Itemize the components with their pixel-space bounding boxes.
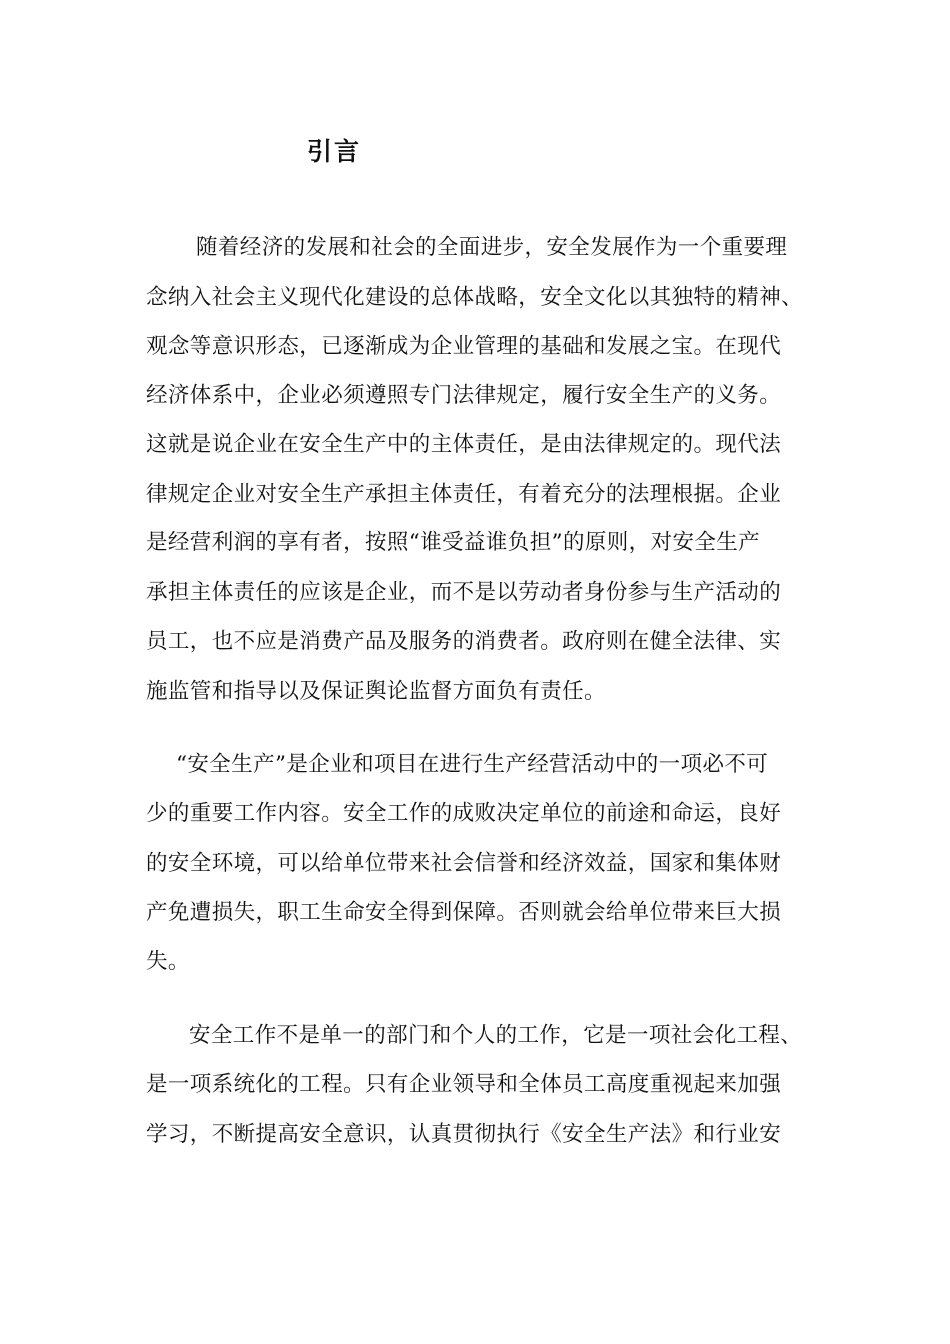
paragraph-3-line-2: 是一项系统化的工程。只有企业领导和全体员工高度重视起来加强 <box>146 1072 782 1097</box>
paragraph-1-line-9: 员工，也不应是消费产品及服务的消费者。政府则在健全法律、实 <box>146 629 782 654</box>
paragraph-1-line-6: 律规定企业对安全生产承担主体责任，有着充分的法理根据。企业 <box>146 482 782 507</box>
paragraph-3-line-3: 学习，不断提高安全意识，认真贯彻执行《安全生产法》和行业安 <box>146 1122 782 1147</box>
paragraph-1-line-4: 经济体系中，企业必须遵照专门法律规定，履行安全生产的义务。 <box>146 383 782 408</box>
paragraph-3-line-1: 安全工作不是单一的部门和个人的工作，它是一项社会化工程、 <box>189 1023 803 1048</box>
paragraph-2-line-4: 产免遭损失，职工生命安全得到保障。否则就会给单位带来巨大损 <box>146 900 782 925</box>
paragraph-1-line-1: 随着经济的发展和社会的全面进步，安全发展作为一个重要理 <box>196 235 788 260</box>
paragraph-1-line-3: 观念等意识形态，已逐渐成为企业管理的基础和发展之宝。在现代 <box>146 334 782 359</box>
paragraph-1-line-5: 这就是说企业在安全生产中的主体责任，是由法律规定的。现代法 <box>146 432 782 457</box>
paragraph-2-line-3: 的安全环境，可以给单位带来社会信誉和经济效益，国家和集体财 <box>146 851 782 876</box>
paragraph-2-line-2: 少的重要工作内容。安全工作的成败决定单位的前途和命运，良好 <box>146 801 782 826</box>
paragraph-2-line-5: 失。 <box>146 949 190 974</box>
paragraph-1-line-2: 念纳入社会主义现代化建设的总体战略，安全文化以其独特的精神、 <box>146 285 804 310</box>
page-title: 引言 <box>307 137 362 166</box>
paragraph-1-line-7: 是经营利润的享有者，按照“谁受益谁负担”的原则，对安全生产 <box>146 530 761 555</box>
paragraph-2-line-1: “安全生产”是企业和项目在进行生产经营活动中的一项必不可 <box>176 752 769 777</box>
paragraph-1-line-8: 承担主体责任的应该是企业，而不是以劳动者身份参与生产活动的 <box>146 580 782 605</box>
paragraph-1-line-10: 施监管和指导以及保证舆论监督方面负有责任。 <box>146 679 606 704</box>
